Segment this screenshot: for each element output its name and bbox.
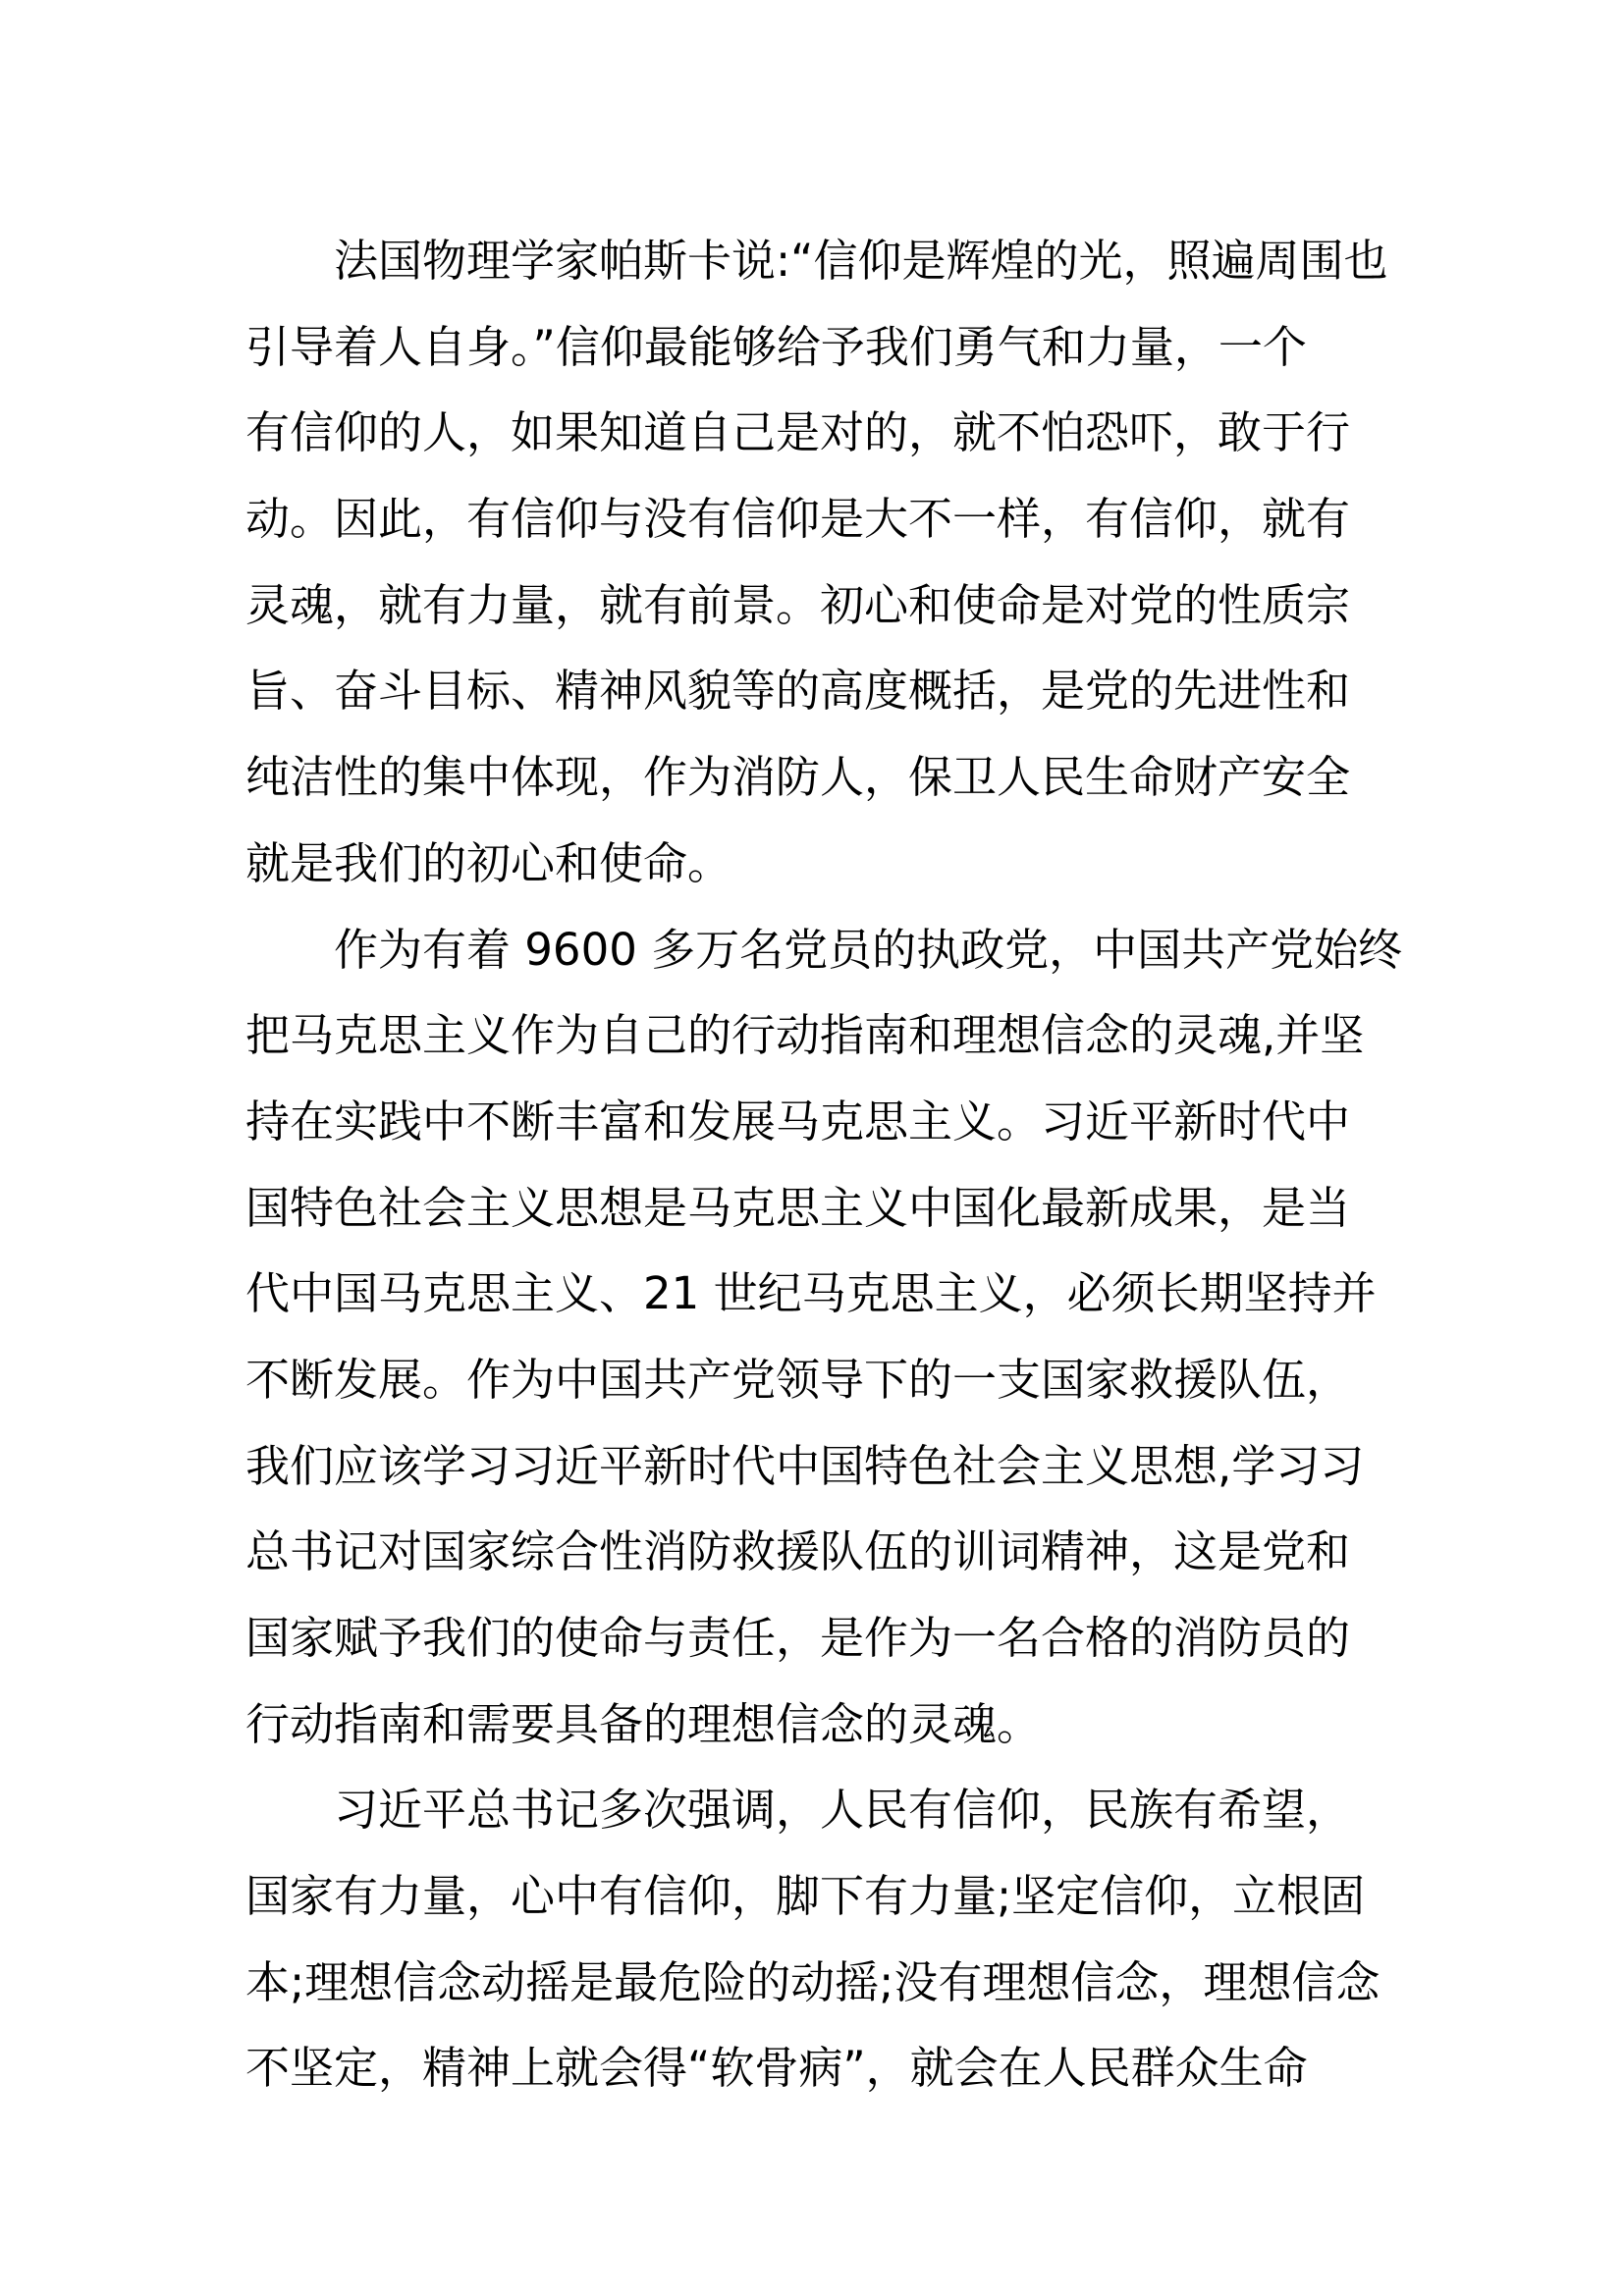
paragraph-line: 我们应该学习习近平新时代中国特色社会主义思想,学习习 bbox=[245, 1439, 1365, 1492]
paragraph-line: 灵魂，就有力量，就有前景。初心和使命是对党的性质宗 bbox=[245, 578, 1351, 631]
paragraph-line: 习近平总书记多次强调，人民有信仰，民族有希望， bbox=[334, 1784, 1351, 1837]
paragraph-line: 国家赋予我们的使命与责任，是作为一名合格的消防员的 bbox=[245, 1612, 1351, 1664]
paragraph-line: 法国物理学家帕斯卡说:“信仰是辉煌的光，照遍周围也 bbox=[334, 235, 1388, 287]
paragraph-line: 旨、奋斗目标、精神风貌等的高度概括，是党的先进性和 bbox=[245, 665, 1351, 718]
paragraph-line: 有信仰的人，如果知道自己是对的，就不怕恐吓，敢于行 bbox=[245, 406, 1351, 459]
paragraph-line: 行动指南和需要具备的理想信念的灵魂。 bbox=[245, 1697, 1042, 1750]
paragraph-line: 纯洁性的集中体现，作为消防人，保卫人民生命财产安全 bbox=[245, 751, 1351, 804]
paragraph-line: 把马克思主义作为自己的行动指南和理想信念的灵魂,并坚 bbox=[245, 1009, 1365, 1062]
paragraph-line: 引导着人自身。”信仰最能够给予我们勇气和力量，一个 bbox=[245, 320, 1307, 373]
paragraph-line: 国家有力量，心中有信仰，脚下有力量;坚定信仰，立根固 bbox=[245, 1870, 1366, 1923]
paragraph-line: 动。因此，有信仰与没有信仰是大不一样，有信仰，就有 bbox=[245, 493, 1351, 546]
paragraph-line: 国特色社会主义思想是马克思主义中国化最新成果，是当 bbox=[245, 1181, 1351, 1234]
paragraph-line: 不断发展。作为中国共产党领导下的一支国家救援队伍， bbox=[245, 1353, 1351, 1406]
paragraph-line: 不坚定，精神上就会得“软骨病”，就会在人民群众生命 bbox=[245, 2042, 1308, 2095]
document-body bbox=[245, 218, 1403, 2111]
paragraph-3 bbox=[245, 1767, 1394, 2111]
paragraph-line: 总书记对国家综合性消防救援队伍的训词精神，这是党和 bbox=[245, 1525, 1351, 1578]
paragraph-line: 本;理想信念动摇是最危险的动摇;没有理想信念，理想信念 bbox=[245, 1955, 1380, 2008]
paragraph-line: 作为有着 9600 多万名党员的执政党，中国共产党始终 bbox=[334, 923, 1403, 976]
paragraph-line: 代中国马克思主义、21 世纪马克思主义，必须长期坚持并 bbox=[245, 1267, 1377, 1320]
paragraph-2 bbox=[245, 907, 1403, 1768]
paragraph-line: 持在实践中不断丰富和发展马克思主义。习近平新时代中 bbox=[245, 1095, 1351, 1148]
paragraph-line: 就是我们的初心和使命。 bbox=[245, 836, 732, 889]
paragraph-1 bbox=[245, 218, 1394, 907]
